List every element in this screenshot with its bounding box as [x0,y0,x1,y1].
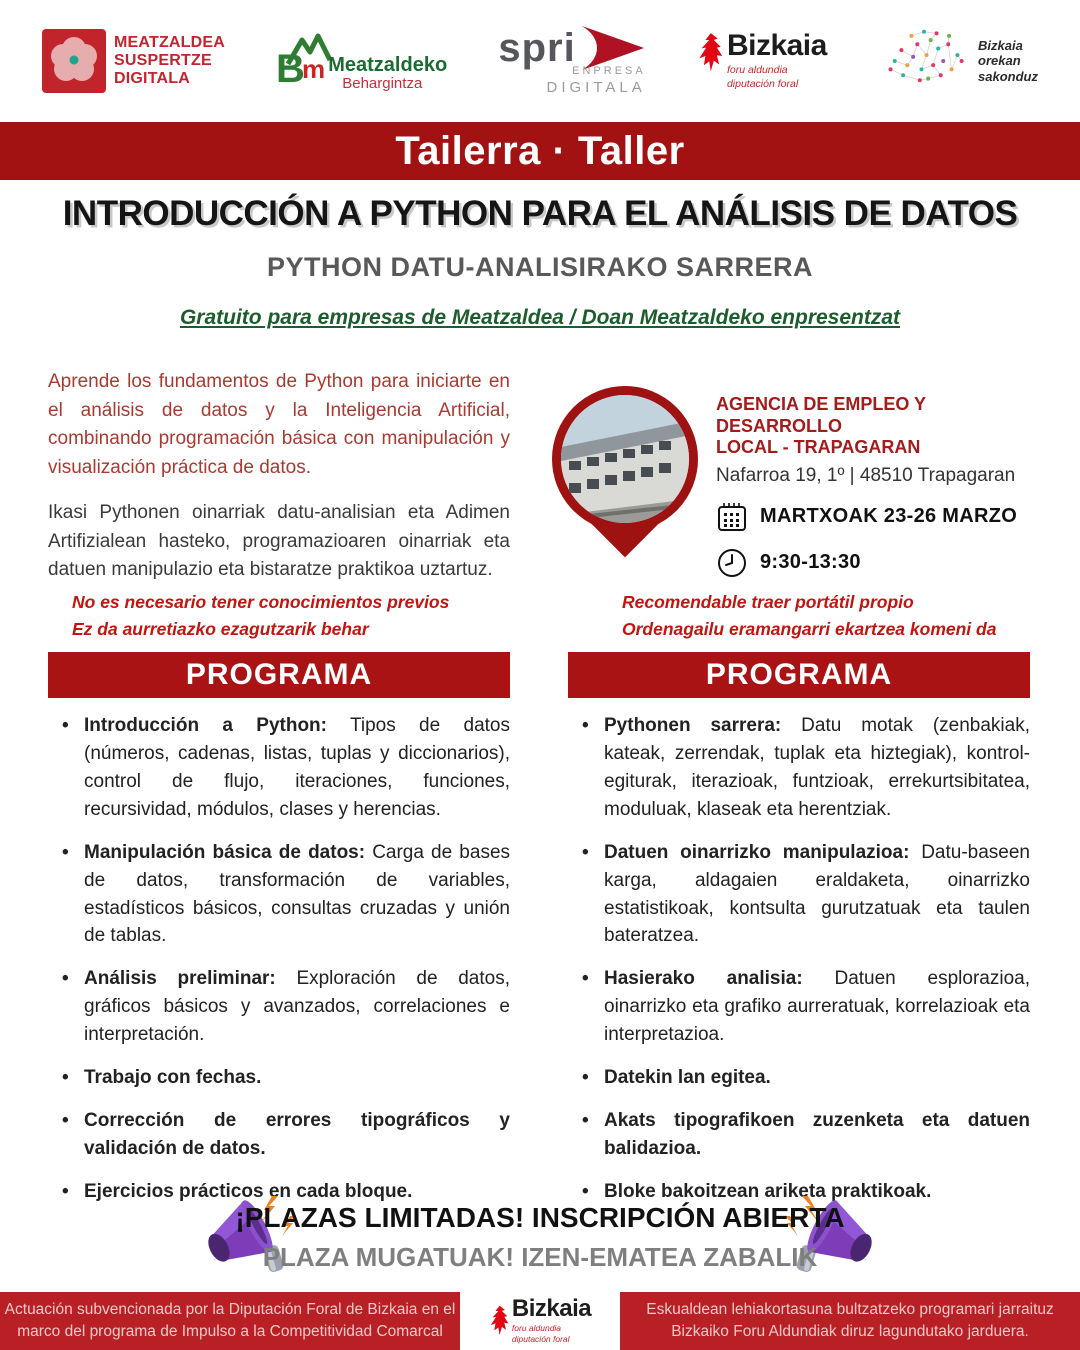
list-item: • Análisis preliminar: Exploración de datos, gráficos básicos y avanzados, correlaciones e interpretación. [62,968,510,1046]
program-list-spanish [48,712,510,1221]
banner-title: Tailerra · Taller [395,128,685,173]
bizkaia-leaf-icon [489,1305,509,1337]
clock-icon [716,547,748,579]
free-note: Gratuito para empresas de Meatzaldea / Doan Meatzaldeko enpresentzat [179,306,901,329]
list-item: • Akats tipografikoen zuzenketa eta datuen balidazioa. [582,1110,1030,1159]
footer-bizkaia-logo-text: Bizkaia foru aldundia diputación foral [511,1295,592,1344]
spri-logo-text: spri [498,25,576,70]
list-item: • Corrección de errores tipográficos y validación de datos. [62,1110,510,1159]
meatzaldea-logo [42,29,225,93]
list-item: • Ejercicios prácticos en cada bloque. [62,1180,413,1202]
list-item: • Datuen oinarrizko manipulazioa: Datu-baseen karga, aldagaien eraldaketa, oinarrizko estatistikoak, kontsulta gurutzatuak eta taulen bateratzea. [582,841,1030,947]
footer-left-bar: Actuación subvencionada por la Diputación Foral de Bizkaia en el marco del programa de Impulso a la Competitividad Comarcal [0,1292,460,1350]
program-header-spanish: PROGRAMA [48,652,510,698]
list-item: • Hasierako analisia: Datuen esplorazioa, oinarrizko eta grafiko aurreratuak, korrelazioak eta interpretazioa. [582,968,1030,1046]
venue-hours-row [716,547,1042,579]
location-pin [550,386,700,572]
intro-spanish: Aprende los fundamentos de Python para iniciarte en el análisis de datos y la Inteligencia Artificial, combinando programación básica con manipulación y visualización práctica de datos. [48,371,510,478]
venue-box [550,386,1042,579]
orekan-logo-text: Bizkaia orekan sakonduz [978,37,1038,84]
list-item: • Datekin lan egitea. [582,1067,771,1089]
list-item: • Trabajo con fechas. [62,1067,262,1089]
list-item: • Pythonen sarrera: Datu motak (zenbakiak, kateak, zerrendak, tuplak eta hiztegiak), kontrol-egiturak, iterazioak, funtzioak, errekurtsibitatea, moduluak, klaseak eta herentziak. [582,715,1030,820]
program-header-basque: PROGRAMA [568,652,1030,698]
bizkaia-logo-text: Bizkaia foru aldundia diputación foral [726,29,827,90]
venue-dates-row [716,501,1042,533]
note-no-prior-knowledge: No es necesario tener conocimientos previos Ez da aurretiazko ezagutzarik behar [72,592,450,640]
intro-paragraphs [48,368,510,585]
list-item: • Bloke bakoitzean ariketa praktikoak. [582,1180,932,1202]
behargintza-logo [276,29,447,93]
venue-address: Nafarroa 19, 1º | 48510 Trapagaran [716,464,1016,486]
venue-photo [552,386,698,532]
bizkaia-orekan-logo [878,23,1038,99]
bizkaia-leaf-icon [697,33,723,73]
intro-basque: Ikasi Pythonen oinarriak datu-analisian eta Adimen Artifizialean hasteko, programazioaren oinarriak eta datuen manipulazio eta bistaratze praktikoa uztartuz. [48,502,510,580]
venue-hours: 9:30-13:30 [760,551,861,574]
bizkaia-logo [697,31,827,90]
behargintza-mountain-icon [276,30,334,92]
meatzaldea-logo-text: MEATZALDEA SUSPERTZE DIGITALA [114,34,226,87]
list-item: • Introducción a Python: Tipos de datos (números, cadenas, listas, tuplas y diccionarios), control de flujo, iteraciones, funciones, recursividad, módulos, clases y herencias. [62,715,510,820]
list-item: • Manipulación básica de datos: Carga de bases de datos, transformación de variables, estadísticos básicos, consultas cruzadas y unión de tablas. [62,841,511,947]
cta-line-basque: PLAZA MUGATUAK! IZEN-EMATEA ZABALIK [262,1242,818,1272]
footer-right-bar: Eskualdean lehiakortasuna bultzatzeko programari jarraituz Bizkaiko Foru Aldundiak diruz lagundutako jarduera. [620,1292,1080,1350]
program-list-basque [568,712,1030,1221]
footer-bizkaia-logo [460,1292,620,1350]
flower-icon [42,29,106,93]
spri-logo [498,25,645,98]
calendar-icon [716,501,748,533]
logo-bar [0,0,1080,122]
banner [0,122,1080,180]
page-title: INTRODUCCIÓN A PYTHON PARA EL ANÁLISIS DE DATOS [62,194,1018,233]
note-bring-laptop: Recomendable traer portátil propio Ordenagailu eramangarri ekartzea komeni da [622,592,997,640]
venue-dates: MARTXOAK 23-26 MARZO [760,505,1018,528]
enpresa-digitala-text: ENPRESA DIGITALA [546,64,646,96]
network-map-icon [878,23,970,99]
svg-text:B: B [276,47,306,91]
page-subtitle: PYTHON DATU-ANALISIRAKO SARRERA [267,252,813,282]
venue-info [716,386,1042,579]
svg-text:m: m [302,54,326,84]
behargintza-logo-text: Meatzaldeko Behargintza [328,54,448,92]
venue-name: AGENCIA DE EMPLEO Y DESARROLLO LOCAL - TRAPAGARAN [716,394,926,458]
cta-line-spanish: ¡PLAZAS LIMITADAS! INSCRIPCIÓN ABIERTA [235,1202,845,1233]
